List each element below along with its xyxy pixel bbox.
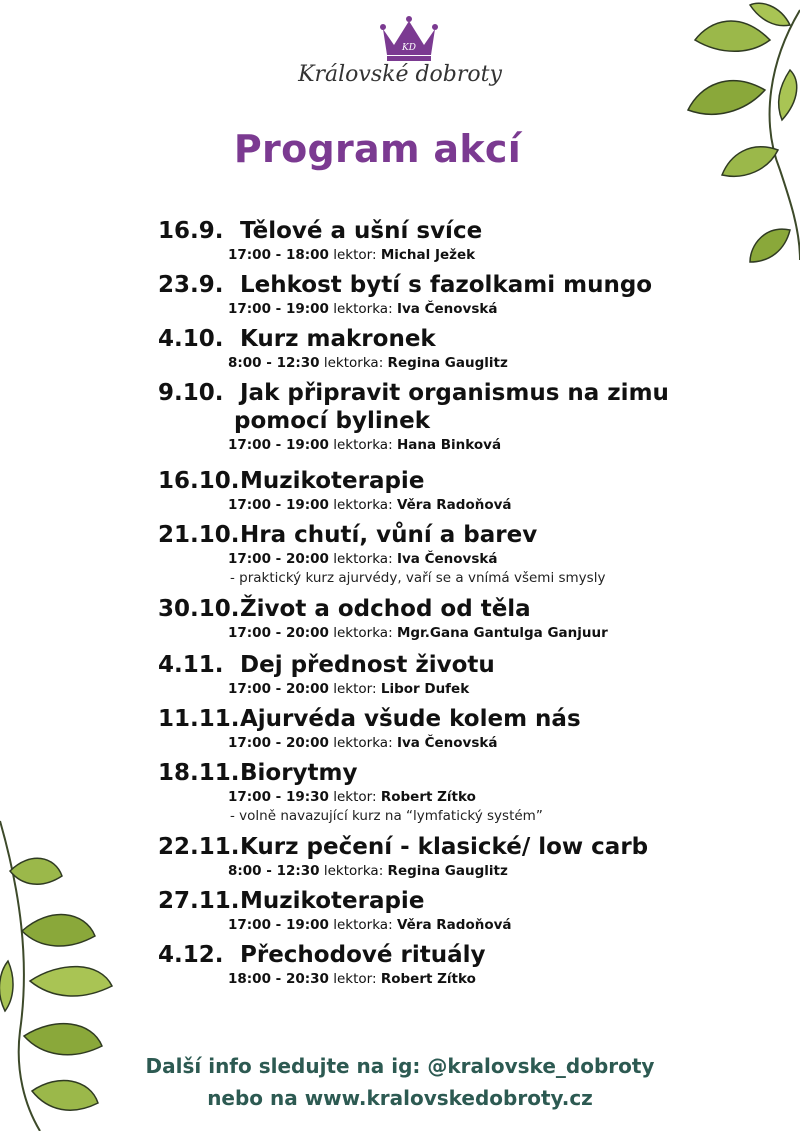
- event-details: 17:00 - 20:00 lektorka: Iva Čenovská: [228, 735, 498, 751]
- event-date: 18.11.: [158, 760, 240, 786]
- event-details: 17:00 - 19:00 lektorka: Věra Radoňová: [228, 917, 512, 933]
- event-role: lektor: [333, 789, 372, 805]
- event-lecturer: Regina Gauglitz: [387, 863, 508, 879]
- event-time: 8:00 - 12:30: [228, 355, 320, 371]
- event-role: lektorka: [333, 301, 389, 317]
- event-date: 23.9.: [158, 272, 224, 298]
- event-name-continued: pomocí bylinek: [234, 408, 431, 434]
- event-time: 17:00 - 20:00: [228, 625, 329, 641]
- event-item: [158, 652, 495, 697]
- event-name: Tělové a ušní svíce: [240, 218, 483, 244]
- event-time: 17:00 - 20:00: [228, 551, 329, 567]
- event-lecturer: Regina Gauglitz: [387, 355, 508, 371]
- brand-name: Královské dobroty: [298, 62, 502, 87]
- event-time: 17:00 - 18:00: [228, 247, 329, 263]
- event-name: Lehkost bytí s fazolkami mungo: [240, 272, 653, 298]
- event-item: [158, 596, 608, 641]
- event-date: 4.12.: [158, 942, 224, 968]
- event-item: [158, 888, 512, 933]
- event-date: 4.11.: [158, 652, 224, 678]
- event-item: [158, 760, 543, 824]
- event-name: Muzikoterapie: [240, 888, 425, 914]
- event-lecturer: Robert Zítko: [380, 971, 476, 987]
- footer: [0, 1050, 800, 1114]
- event-details: 8:00 - 12:30 lektorka: Regina Gauglitz: [228, 355, 508, 371]
- event-name: Kurz makronek: [240, 326, 436, 352]
- event-time: 17:00 - 20:00: [228, 735, 329, 751]
- event-role: lektorka: [333, 917, 389, 933]
- event-name: Přechodové rituály: [240, 942, 486, 968]
- event-date: 16.9.: [158, 218, 224, 244]
- event-details: 17:00 - 19:00 lektorka: Hana Binková: [228, 437, 502, 453]
- crown-logo-icon: [379, 15, 439, 63]
- event-date: 16.10.: [158, 468, 240, 494]
- event-time: 18:00 - 20:30: [228, 971, 329, 987]
- event-time: 17:00 - 19:00: [228, 497, 329, 513]
- event-item: [158, 942, 485, 987]
- event-lecturer: Robert Zítko: [380, 789, 476, 805]
- event-date: 4.10.: [158, 326, 224, 352]
- event-details: 17:00 - 19:00 lektorka: Věra Radoňová: [228, 497, 512, 513]
- event-role: lektorka: [333, 625, 389, 641]
- event-role: lektorka: [323, 863, 379, 879]
- event-details: 17:00 - 19:00 lektorka: Iva Čenovská: [228, 301, 498, 317]
- event-lecturer: Iva Čenovská: [396, 301, 498, 317]
- footer-line-website: nebo na www.kralovskedobroty.cz: [207, 1086, 593, 1110]
- event-note: - volně navazující kurz na “lymfatický systém”: [230, 808, 543, 824]
- event-item: [158, 380, 669, 453]
- event-details: 17:00 - 20:00 lektorka: Mgr.Gana Gantulga Ganjuur: [228, 625, 608, 641]
- event-time: 17:00 - 20:00: [228, 681, 329, 697]
- event-item: [158, 834, 648, 879]
- event-lecturer: Michal Ježek: [380, 247, 476, 263]
- event-role: lektor: [333, 971, 372, 987]
- event-details: 18:00 - 20:30 lektor: Robert Zítko: [228, 971, 476, 987]
- footer-line-instagram: Další info sledujte na ig: @kralovske_dobroty: [145, 1054, 655, 1078]
- event-time: 17:00 - 19:00: [228, 301, 329, 317]
- event-name: Hra chutí, vůní a barev: [240, 522, 538, 548]
- event-role: lektorka: [333, 735, 389, 751]
- event-time: 8:00 - 12:30: [228, 863, 320, 879]
- event-role: lektorka: [333, 497, 389, 513]
- event-lecturer: Libor Dufek: [380, 681, 470, 697]
- event-lecturer: Věra Radoňová: [396, 917, 512, 933]
- page-title: Program akcí: [233, 127, 522, 171]
- event-name: Muzikoterapie: [240, 468, 425, 494]
- event-lecturer: Mgr.Gana Gantulga Ganjuur: [396, 625, 608, 641]
- event-role: lektorka: [333, 551, 389, 567]
- event-name: Kurz pečení - klasické/ low carb: [240, 834, 649, 860]
- event-note: - praktický kurz ajurvédy, vaří se a vnímá všemi smysly: [230, 570, 606, 586]
- event-role: lektor: [333, 681, 372, 697]
- event-lecturer: Věra Radoňová: [396, 497, 512, 513]
- event-item: [158, 326, 508, 371]
- event-details: 17:00 - 18:00 lektor: Michal Ježek: [228, 247, 476, 263]
- event-role: lektorka: [333, 437, 389, 453]
- event-role: lektor: [333, 247, 372, 263]
- event-name: Život a odchod od těla: [240, 596, 531, 622]
- event-lecturer: Iva Čenovská: [396, 551, 498, 567]
- event-details: 8:00 - 12:30 lektorka: Regina Gauglitz: [228, 863, 508, 879]
- event-item: [158, 272, 652, 317]
- event-details: 17:00 - 19:30 lektor: Robert Zítko: [228, 789, 476, 805]
- event-date: 11.11.: [158, 706, 240, 732]
- event-date: 9.10.: [158, 380, 224, 406]
- event-details: 17:00 - 20:00 lektor: Libor Dufek: [228, 681, 470, 697]
- event-item: [158, 522, 605, 586]
- event-time: 17:00 - 19:00: [228, 917, 329, 933]
- event-lecturer: Iva Čenovská: [396, 735, 498, 751]
- event-date: 22.11.: [158, 834, 240, 860]
- event-date: 27.11.: [158, 888, 240, 914]
- event-time: 17:00 - 19:30: [228, 789, 329, 805]
- event-name: Biorytmy: [240, 760, 358, 786]
- event-name: Ajurvéda všude kolem nás: [240, 706, 581, 732]
- event-item: [158, 706, 581, 751]
- event-name: Jak připravit organismus na zimu: [240, 380, 669, 406]
- crown-monogram: KD: [402, 43, 416, 53]
- event-date: 21.10.: [158, 522, 240, 548]
- event-item: [158, 468, 512, 513]
- event-name: Dej přednost životu: [240, 652, 495, 678]
- event-date: 30.10.: [158, 596, 240, 622]
- event-details: 17:00 - 20:00 lektorka: Iva Čenovská: [228, 551, 498, 567]
- event-item: [158, 218, 482, 263]
- event-time: 17:00 - 19:00: [228, 437, 329, 453]
- event-lecturer: Hana Binková: [396, 437, 502, 453]
- event-role: lektorka: [323, 355, 379, 371]
